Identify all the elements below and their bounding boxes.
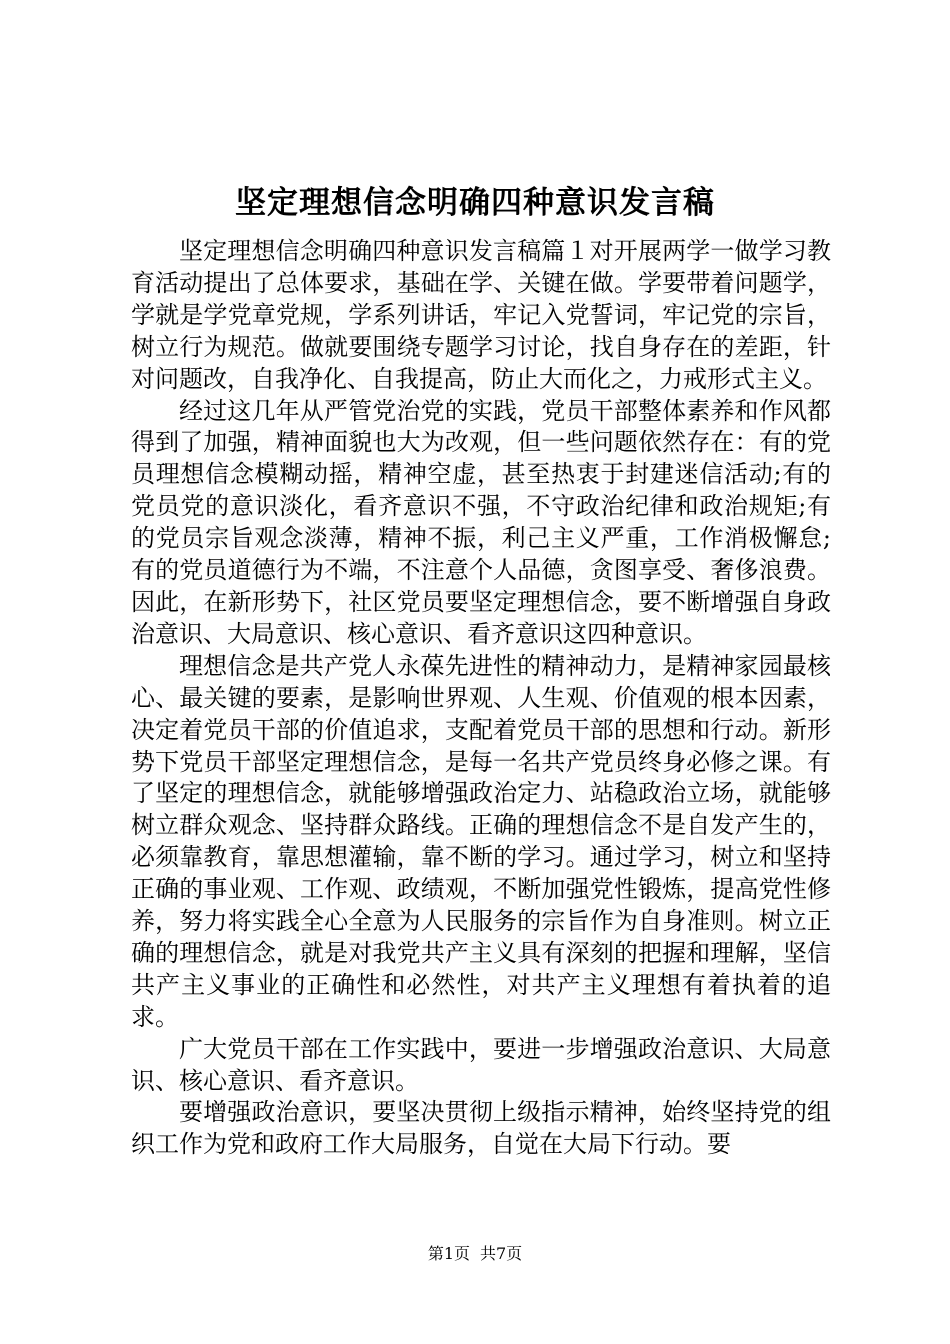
paragraph-3: 理想信念是共产党人永葆先进性的精神动力，是精神家园最核心、最关键的要素，是影响世界观、人生观、价值观的根本因素，决定着党员干部的价值追求，支配着党员干部的思想和行动。新形势下党员干部坚定理想信念，是每一名共产党员终身必修之课。有了坚定的理想信念，就能够增强政治定力、站稳政治立场，就能够树立群众观念、坚持群众路线。正确的理想信念不是自发产生的，必须靠教育，靠思想灌输，靠不断的学习。通过学习，树立和坚持正确的事业观、工作观、政绩观，不断加强党性锻炼，提高党性修养，努力将实践全心全意为人民服务的宗旨作为自身准则。树立正确的理想信念，就是对我党共产主义具有深刻的把握和理解，坚信共产主义事业的正确性和必然性，对共产主义理想有着执着的追求。 xyxy=(131,651,831,1031)
paragraph-5: 要增强政治意识，要坚决贯彻上级指示精神，始终坚持党的组织工作为党和政府工作大局服务，自觉在大局下行动。要 xyxy=(131,1098,831,1159)
paragraph-4: 广大党员干部在工作实践中，要进一步增强政治意识、大局意识、核心意识、看齐意识。 xyxy=(131,1034,831,1095)
page-number: 第1页 xyxy=(427,1244,470,1263)
paragraph-1: 坚定理想信念明确四种意识发言稿篇１对开展两学一做学习教育活动提出了总体要求，基础在学、关键在做。学要带着问题学，学就是学党章党规，学系列讲话，牢记入党誓词，牢记党的宗旨，树立行为规范。做就要围绕专题学习讨论，找自身存在的差距，针对问题改，自我净化、自我提高，防止大而化之，力戒形式主义。 xyxy=(131,237,831,393)
paragraph-2: 经过这几年从严管党治党的实践，党员干部整体素养和作风都得到了加强，精神面貌也大为改观，但一些问题依然存在：有的党员理想信念模糊动摇，精神空虚，甚至热衷于封建迷信活动;有的党员党的意识淡化，看齐意识不强，不守政治纪律和政治规矩;有的党员宗旨观念淡薄，精神不振，利己主义严重，工作消极懈怠;有的党员道德行为不端，不注意个人品德，贪图享受、奢侈浪费。因此，在新形势下，社区党员要坚定理想信念，要不断增强自身政治意识、大局意识、核心意识、看齐意识这四种意识。 xyxy=(131,396,831,648)
page-footer xyxy=(0,1244,950,1264)
page-title: 坚定理想信念明确四种意识发言稿 xyxy=(235,185,715,221)
page-total: 共7页 xyxy=(480,1244,523,1263)
document-body xyxy=(131,236,831,1161)
